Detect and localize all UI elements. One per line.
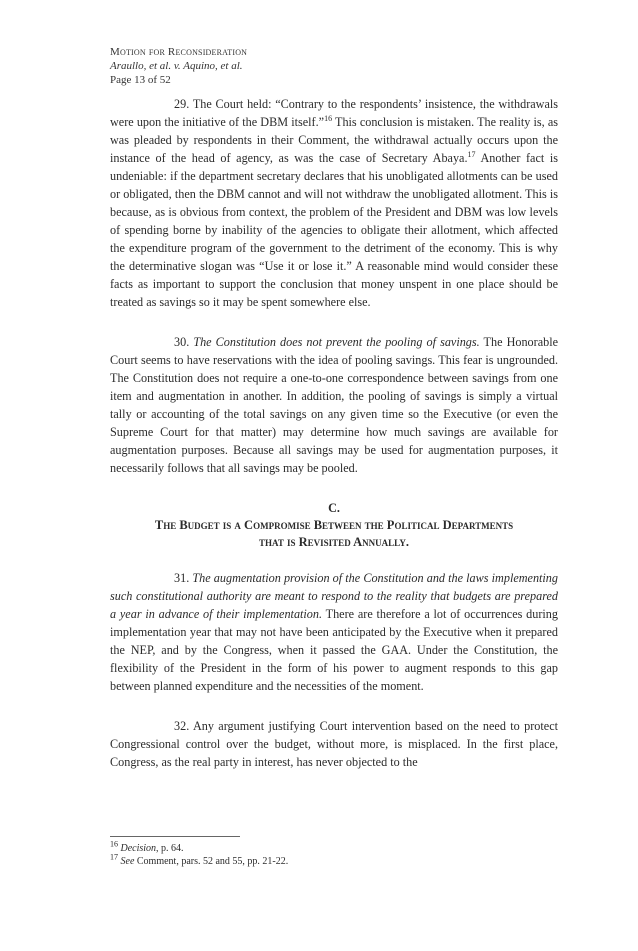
page-number: Page 13 of 52: [110, 74, 171, 86]
case-caption: Araullo, et al. v. Aquino, et al.: [110, 60, 243, 72]
paragraph-32: [110, 717, 558, 771]
paragraph-text: The Court held: “Contrary to the respondents’ insistence, the withdrawals were upon the initiative of the DBM itself.”: [110, 97, 559, 129]
document-title: Motion for Reconsideration: [110, 46, 248, 58]
paragraph-text: There are therefore a lot of occurrences during implementation year that may not have been anticipated by the Executive when it prepared the NEP, and by the Congress, when it passed the GAA. Under the Constitution, the flexibility of the President in the form of his power to augment responds to this gap between planned expenditure and the necessities of the moment.: [110, 607, 558, 693]
paragraph-text: Any argument justifying Court intervention based on the need to protect Congressional control over the budget, without more, is misplaced. In the first place, Congress, as the real party in interest, has never objected to the: [110, 719, 558, 769]
paragraph-30: [110, 333, 558, 477]
footnotes: [110, 839, 558, 868]
footnote-ref: 17: [467, 149, 476, 159]
section-title: [110, 517, 558, 551]
section-title-line: The Budget is a Compromise Between the Political Departments: [154, 518, 514, 532]
paragraph-number: 32.: [174, 719, 190, 733]
footnote-signal: See: [120, 856, 135, 867]
footnote-divider: [110, 836, 240, 837]
footnote-source: Decision: [120, 843, 157, 854]
paragraph-text: The Honorable Court seems to have reservations with the idea of pooling savings. This fear is ungrounded. The Constitution does not require a one-to-one correspondence between savings from one item and augmentation in another. In addition, the pooling of savings is simply a virtual tally or accounting of the total savings on any given time so the Executive (or even the Supreme Court for that matter) may determine how much savings are available for augmentation purposes. Because all savings may be used for augmentation purposes, it necessarily follows that all savings may be pooled.: [110, 335, 559, 475]
section-letter: C.: [328, 501, 340, 515]
footnote-16: [110, 839, 558, 855]
paragraph-heading: The Constitution does not prevent the pooling of savings.: [193, 335, 480, 349]
footnote-17: [110, 852, 558, 868]
paragraph-29: [110, 95, 558, 311]
paragraph-number: 29.: [174, 97, 190, 111]
paragraph-number: 30.: [174, 335, 190, 349]
footnote-number: 17: [110, 852, 118, 862]
footnote-text: Comment, pars. 52 and 55, pp. 21-22.: [134, 856, 289, 867]
footnote-text: , p. 64.: [156, 843, 184, 854]
page-header: [110, 45, 247, 87]
footnote-number: 16: [110, 839, 118, 849]
paragraph-text: Another fact is undeniable: if the department secretary declares that his unobligated allotments can be used or obligated, then the DBM cannot and will not withdraw the unobligated allotment. This is because, as is obvious from context, the problem of the President and DBM was low levels of spending borne by inability of the agencies to obligate their allotment, which affected the expenditure program of the government to the detriment of the economy. This is why the determinative slogan was “Use it or lose it.” A reasonable mind would consider these facts as important to support the conclusion that money unspent in one place should be treated as savings so it may be spent somewhere else.: [110, 151, 558, 309]
document-body: [110, 95, 558, 771]
paragraph-number: 31.: [174, 571, 190, 585]
paragraph-heading: The augmentation provision of the Constitution and the laws implementing such constitutional authority are meant to respond to the reality that budgets are prepared a year in advance of their implementation.: [110, 571, 558, 621]
footnote-ref: 16: [324, 113, 333, 123]
section-title-line: that is Revisited Annually.: [259, 535, 409, 549]
paragraph-text: This conclusion is mistaken. The reality is, as was pleaded by respondents in their Comment, the withdrawal actually occurs upon the instance of the head of agency, as was the case of Secretary Abaya.: [110, 115, 558, 165]
paragraph-31: [110, 569, 558, 695]
